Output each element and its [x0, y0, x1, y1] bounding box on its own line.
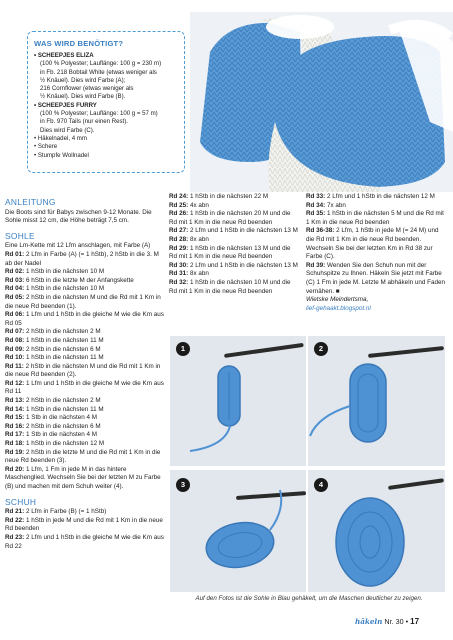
round-label: Rd 26:	[169, 210, 189, 218]
instruction-line	[5, 311, 164, 328]
schuh-heading: SCHUH	[5, 496, 37, 507]
round-label: Rd 08:	[5, 336, 25, 344]
round-label: Rd 30:	[169, 261, 189, 269]
step-photo-2	[308, 336, 445, 466]
round-text: 1 Stb in die nächsten 4 M	[24, 431, 98, 439]
sohle-instructions	[5, 242, 164, 491]
step-label-1: 1	[176, 342, 190, 356]
material-line: • Häkelnadel, 4 mm	[34, 134, 87, 142]
step-label-3: 3	[176, 478, 190, 492]
round-label: Rd 04:	[5, 285, 25, 293]
round-label: Rd 17:	[5, 431, 25, 439]
instruction-line	[5, 423, 164, 432]
round-label: Rd 02:	[5, 268, 25, 276]
round-label: Rd 19:	[5, 448, 25, 456]
anleitung-text: Die Boots sind für Babys zwischen 9-12 Monate. Die Sohle misst 12 cm, die Höhe beträgt 7,5 cm.	[5, 208, 152, 225]
material-line: 216 Cornflower (etwas weniger als	[40, 85, 134, 93]
material-line: (100 % Polyester; Lauflänge: 100 g = 57 m)	[40, 110, 158, 118]
instruction-line	[169, 262, 300, 271]
instruction-line	[306, 227, 445, 261]
round-label: Rd 21:	[5, 508, 25, 516]
material-line: • Schere	[34, 143, 58, 151]
round-text: 8x abn	[188, 270, 209, 278]
instruction-line	[306, 262, 445, 296]
round-text: 2 hStb in die nächsten M und die Rd mit 1 Km in die neue Rd beenden (1).	[5, 293, 161, 310]
round-text: 6 hStb in die letzte M der Anfangskette	[24, 276, 134, 284]
round-label: Rd 22:	[5, 516, 25, 524]
instruction-line	[5, 268, 164, 277]
instruction-line	[5, 337, 164, 346]
round-text: 1 hStb in die nächsten 10 M und die Rd mit 1 Km in die neue Rd beenden	[169, 278, 291, 295]
footer-bullet: •	[405, 617, 409, 626]
material-line: (100 % Polyester; Lauflänge: 100 g = 230 m)	[40, 60, 162, 68]
round-label: Rd 29:	[169, 244, 189, 252]
material-line: • SCHEEPJES ELIZA	[34, 52, 94, 59]
round-label: Rd 18:	[5, 440, 25, 448]
round-text: 2 Lfm in Farbe (A) (= 1 hStb), 2 hStb in die 3. M ab der Nadel	[5, 250, 159, 267]
column-2	[169, 193, 300, 296]
step-photo-1	[170, 336, 306, 466]
materials-title: WAS WIRD BENÖTIGT?	[34, 39, 124, 48]
instruction-line	[169, 202, 300, 211]
instruction-line	[5, 534, 164, 551]
round-label: Rd 34:	[306, 201, 326, 209]
materials-box	[27, 31, 185, 173]
magazine-brand: häkeln	[355, 617, 383, 626]
round-label: Rd 36-38:	[306, 227, 335, 235]
instruction-line	[306, 193, 445, 202]
round-text: 2 hStb in die nächsten 2 M	[24, 397, 101, 405]
instruction-line	[5, 251, 164, 268]
col3-instructions	[306, 193, 445, 296]
round-text: 1 hStb in jede M und die Rd mit 1 Km in die neue Rd beenden	[5, 516, 163, 533]
schuh-instructions	[5, 508, 164, 551]
round-text: 2 Lfm und 1 hStb in die nächsten 12 M	[325, 193, 435, 200]
round-label: Rd 24:	[169, 193, 189, 200]
sohle-heading: SOHLE	[5, 230, 35, 241]
instruction-line	[169, 245, 300, 262]
round-text: 2 Lfm in Farbe (B) (= 1 hStb)	[24, 508, 107, 516]
page-number: 17	[410, 617, 420, 626]
material-line: ½ Knäuel). Dies wird Farbe (B).	[40, 93, 126, 101]
instruction-line	[169, 227, 300, 236]
round-text: 1 Lfm und 1 hStb in die gleiche M wie die Km aus Rd 05	[5, 311, 164, 327]
step-label-2: 2	[314, 342, 328, 356]
material-line: ½ Knäuel). Dies wird Farbe (A);	[40, 76, 126, 84]
instruction-line	[5, 285, 164, 294]
round-text: 1 hStb in die nächsten 11 M	[24, 405, 104, 413]
instruction-line	[5, 517, 164, 534]
round-text: 7x abn	[325, 201, 346, 209]
round-text: 2 Lfm und 1 hStb in die gleiche M wie die Km aus Rd 22	[5, 533, 164, 550]
round-label: Rd 01:	[5, 250, 25, 258]
round-text: Eine Lm-Kette mit 12 Lfm anschlagen, mit Farbe (A)	[5, 242, 151, 250]
round-text: 2 hStb in die letzte M und die Rd mit 1 Km in die neue Rd beenden (3).	[5, 448, 161, 465]
round-text: 2 hStb in die nächsten M und die Rd mit 1 Km in die neue Rd beenden (2).	[5, 362, 161, 379]
round-text: 2 hStb in die nächsten 2 M	[24, 328, 101, 336]
round-label: Rd 33:	[306, 193, 326, 200]
round-label: Rd 13:	[5, 397, 25, 405]
round-label: Rd 25:	[169, 201, 189, 209]
instruction-line	[5, 346, 164, 355]
round-label: Rd 16:	[5, 422, 25, 430]
round-text: 1 hStb in die nächsten 5 M und die Rd mit 1 Km in die neue Rd beenden	[306, 210, 444, 226]
round-text: 2 Lfm und 1 hStb in die nächsten 13 M	[188, 227, 298, 235]
instruction-line	[5, 440, 164, 449]
round-label: Rd 39:	[306, 261, 326, 269]
instruction-line	[5, 414, 164, 423]
round-label: Rd 03:	[5, 276, 25, 284]
round-label: Rd 35:	[306, 210, 326, 218]
instruction-line	[169, 270, 300, 279]
blog-link[interactable]: lief-gehaakt.blogspot.nl	[306, 304, 371, 312]
instruction-line	[169, 279, 300, 296]
instruction-line	[5, 380, 164, 397]
anleitung-heading: ANLEITUNG	[5, 197, 56, 207]
author: Wietske Meindertsma,	[306, 296, 369, 304]
round-text: 2 Lfm und 1 hStb in die nächsten 13 M	[188, 261, 298, 269]
round-text: 1 hStb in die nächsten 11 M	[24, 336, 104, 344]
material-line: in Fb. 218 Bobtail White (etwas weniger als	[40, 68, 157, 76]
material-line: • Stumpfe Wollnadel	[34, 151, 89, 159]
step-label-4: 4	[314, 478, 328, 492]
round-label: Rd 31:	[169, 270, 189, 278]
round-label: Rd 14:	[5, 405, 25, 413]
round-text: 1 Stb in die nächsten 4 M	[24, 414, 98, 422]
instruction-line	[5, 354, 164, 363]
step-photo-4	[308, 470, 445, 592]
instruction-line	[169, 193, 300, 202]
round-text: 8x abn	[188, 235, 209, 243]
round-text: 1 hStb in die nächsten 10 M	[24, 268, 105, 276]
round-label: Rd 23:	[5, 533, 25, 541]
issue-number: Nr. 30	[384, 617, 404, 626]
round-text: 1 hStb in die nächsten 11 M	[24, 354, 104, 362]
instruction-line	[5, 397, 164, 406]
instruction-line	[5, 363, 164, 380]
round-label: Rd 32:	[169, 278, 189, 286]
round-label: Rd 20:	[5, 465, 25, 473]
instruction-line	[169, 210, 300, 227]
instruction-line	[5, 328, 164, 337]
column-3	[306, 193, 445, 313]
round-text: Wenden Sie den Schuh nun mit der Schuhspitze zu Ihnen. Häkeln Sie jetzt mit Farbe (C) 1 Fm in jede M. Letzte M abhäkeln und Faden vernähen. ■	[306, 261, 445, 295]
column-1	[5, 198, 164, 551]
round-label: Rd 15:	[5, 414, 25, 422]
round-text: 1 Lfm und 1 hStb in die gleiche M wie die Km aus Rd 11	[5, 379, 164, 396]
round-text: 2 Lfm, 1 hStb in jede M (= 24 M) und die Rd mit 1 Km in die neue Rd beenden. Wechseln Sie bei der letzten Km in Rd 38 zur Farbe (C).	[306, 227, 439, 261]
boots-photo	[190, 12, 453, 192]
round-label: Rd 11:	[5, 362, 24, 370]
round-label: Rd 12:	[5, 379, 25, 387]
round-text: 2 hStb in die nächsten 6 M	[24, 345, 101, 353]
col2-instructions	[169, 193, 300, 296]
round-text: 4x abn	[188, 201, 209, 209]
instruction-line	[5, 431, 164, 440]
instruction-line	[306, 210, 445, 227]
round-label: Rd 27:	[169, 227, 189, 235]
instruction-line	[5, 294, 164, 311]
photo-caption: Auf den Fotos ist die Sohle in Blau gehäkelt, um die Maschen deutlicher zu zeigen.	[195, 595, 423, 602]
round-text: 2 hStb in die nächsten 6 M	[24, 422, 101, 430]
round-text: 1 hStb in die nächsten 13 M und die Rd mit 1 Km in die neue Rd beenden	[169, 244, 291, 261]
instruction-line	[306, 202, 445, 211]
instruction-line	[169, 236, 300, 245]
round-text: 1 hStb in die nächsten 12 M	[24, 440, 105, 448]
instruction-line	[5, 406, 164, 415]
materials-list	[34, 52, 178, 160]
round-text: 1 hStb in die nächsten 20 M und die Rd mit 1 Km in die neue Rd beenden	[169, 210, 291, 226]
instruction-line	[5, 277, 164, 286]
round-label: Rd 07:	[5, 328, 25, 336]
instruction-line	[5, 449, 164, 466]
round-text: 1 hStb in die nächsten 22 M	[188, 193, 269, 200]
material-line: Dies wird Farbe (C).	[40, 126, 95, 134]
material-line: in Fb. 970 Tails (nur einen Rest).	[40, 118, 128, 126]
material-line: • SCHEEPJES FURRY	[34, 101, 97, 109]
round-label: Rd 28:	[169, 235, 189, 243]
round-label: Rd 05:	[5, 293, 25, 301]
round-text: 1 hStb in die nächsten 10 M	[24, 285, 105, 293]
round-label: Rd 09:	[5, 345, 25, 353]
page-footer	[355, 617, 419, 626]
round-label: Rd 10:	[5, 354, 25, 362]
instruction-line	[5, 466, 164, 492]
step-photo-3	[170, 470, 306, 592]
round-text: 1 Lfm, 1 Fm in jede M in das hintere Maschenglied. Wechseln Sie bei der letzten M zu Farbe (B) und machen mit dem Schuh weiter (4).	[5, 465, 161, 490]
instruction-line	[5, 242, 164, 251]
round-label: Rd 06:	[5, 311, 25, 319]
instruction-line	[5, 508, 164, 517]
